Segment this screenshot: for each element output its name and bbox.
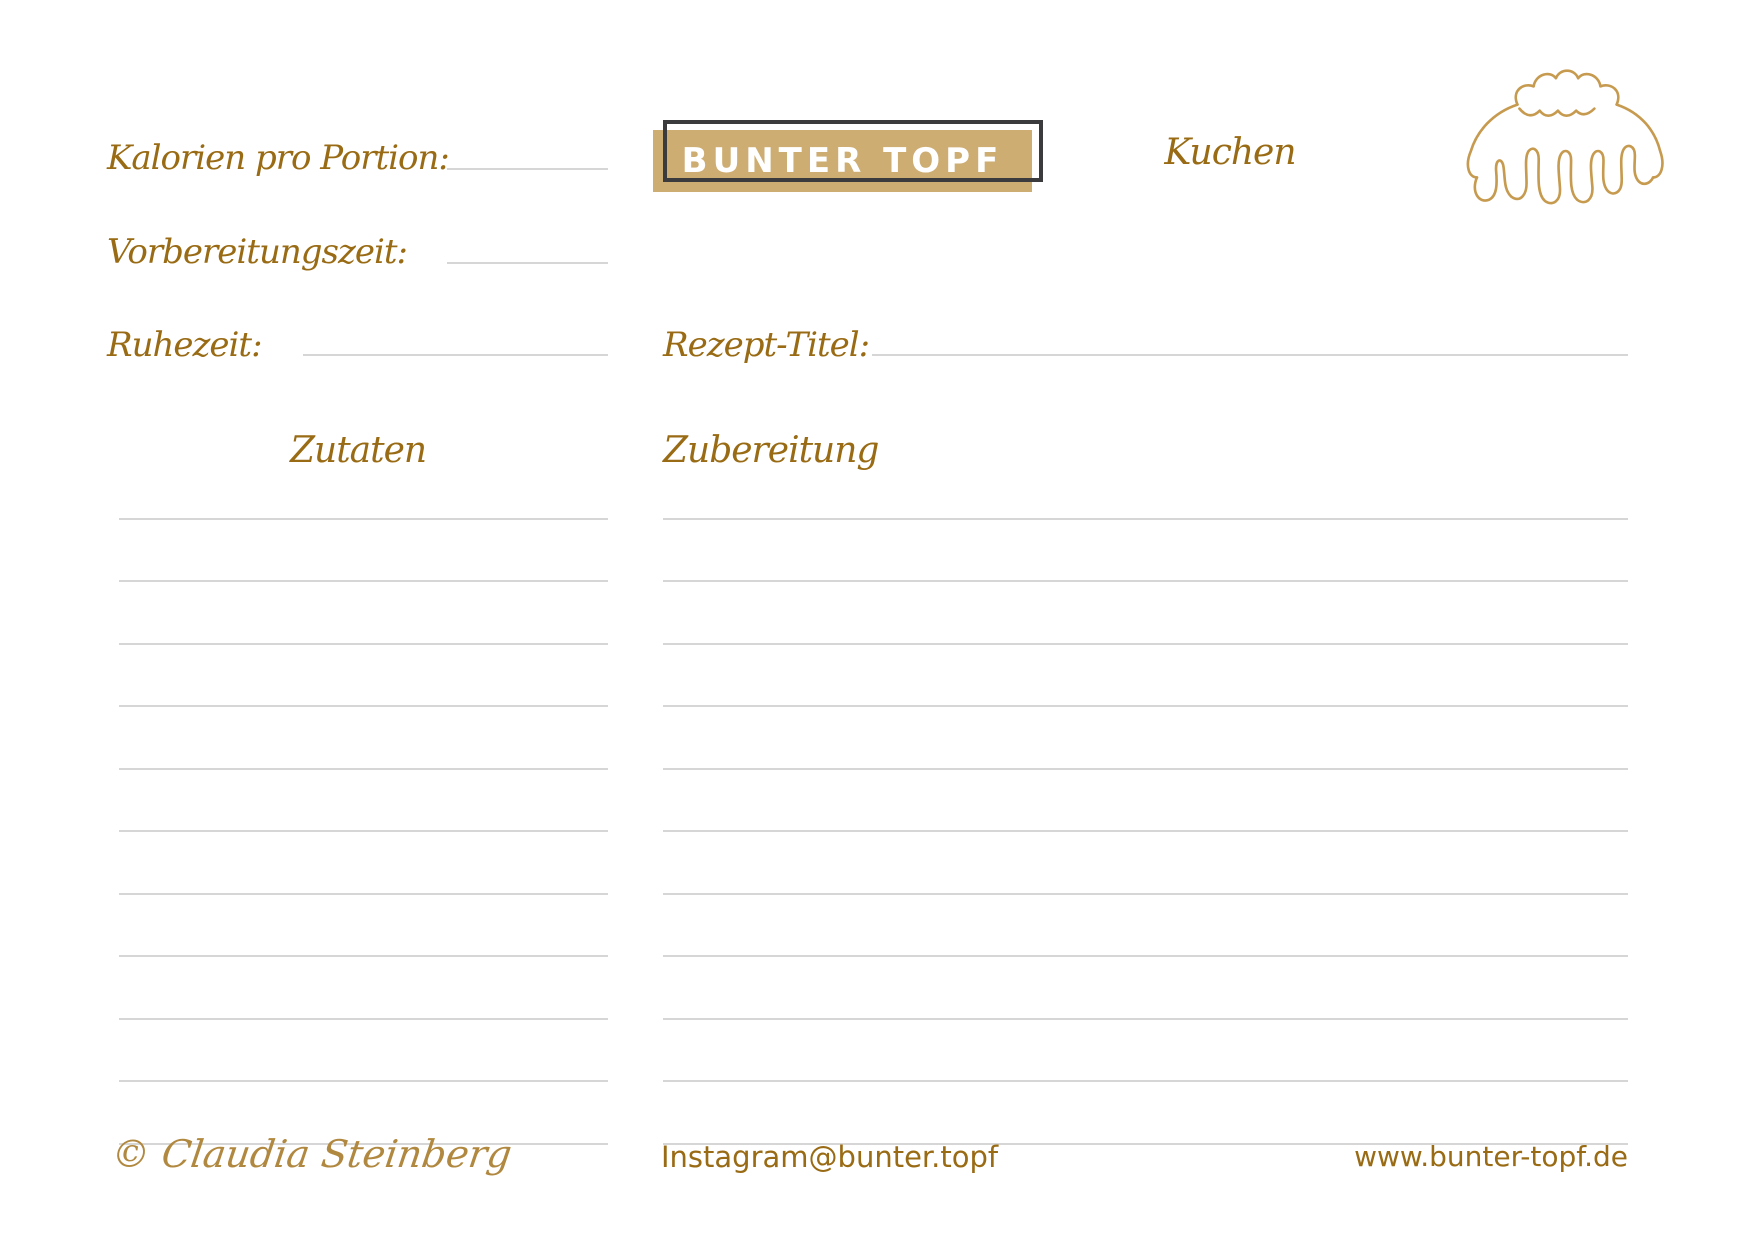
blank-line — [119, 1020, 608, 1083]
blank-line — [119, 770, 608, 833]
blank-line — [663, 707, 1628, 770]
rest-time-blank-line — [303, 354, 608, 356]
preparation-heading: Zubereitung — [663, 430, 879, 471]
blank-line — [663, 957, 1628, 1020]
calories-label: Kalorien pro Portion: — [107, 138, 449, 178]
blank-line — [663, 770, 1628, 833]
blank-line — [663, 832, 1628, 895]
rest-time-label: Ruhezeit: — [107, 325, 262, 365]
blank-line — [663, 582, 1628, 645]
copyright-signature: © Claudia Steinberg — [108, 1132, 515, 1176]
blank-line — [663, 1082, 1628, 1145]
recipe-title-blank-line — [872, 354, 1628, 356]
logo-wordmark: BUNTER TOPF — [681, 141, 1004, 181]
blank-line — [119, 832, 608, 895]
prep-time-label: Vorbereitungszeit: — [107, 232, 407, 272]
blank-line — [119, 707, 608, 770]
blank-line — [663, 645, 1628, 708]
calories-blank-line — [447, 168, 608, 170]
blank-line — [119, 957, 608, 1020]
ingredients-heading: Zutaten — [290, 430, 427, 471]
blank-line — [119, 520, 608, 583]
bundt-cake-icon — [1452, 58, 1676, 220]
blank-line — [663, 1020, 1628, 1083]
logo-frame — [663, 120, 1043, 182]
ingredients-lines — [119, 457, 608, 1145]
blank-line — [663, 457, 1628, 520]
blank-line — [663, 895, 1628, 958]
recipe-title-label: Rezept-Titel: — [663, 325, 870, 365]
blank-line — [119, 457, 608, 520]
blank-line — [663, 520, 1628, 583]
prep-time-blank-line — [447, 262, 608, 264]
blank-line — [119, 582, 608, 645]
preparation-lines — [663, 457, 1628, 1145]
blank-line — [119, 645, 608, 708]
instagram-handle: Instagram@bunter.topf — [661, 1140, 999, 1174]
blank-line — [119, 895, 608, 958]
category-label: Kuchen — [1164, 132, 1296, 173]
website-url: www.bunter-topf.de — [1354, 1140, 1628, 1173]
